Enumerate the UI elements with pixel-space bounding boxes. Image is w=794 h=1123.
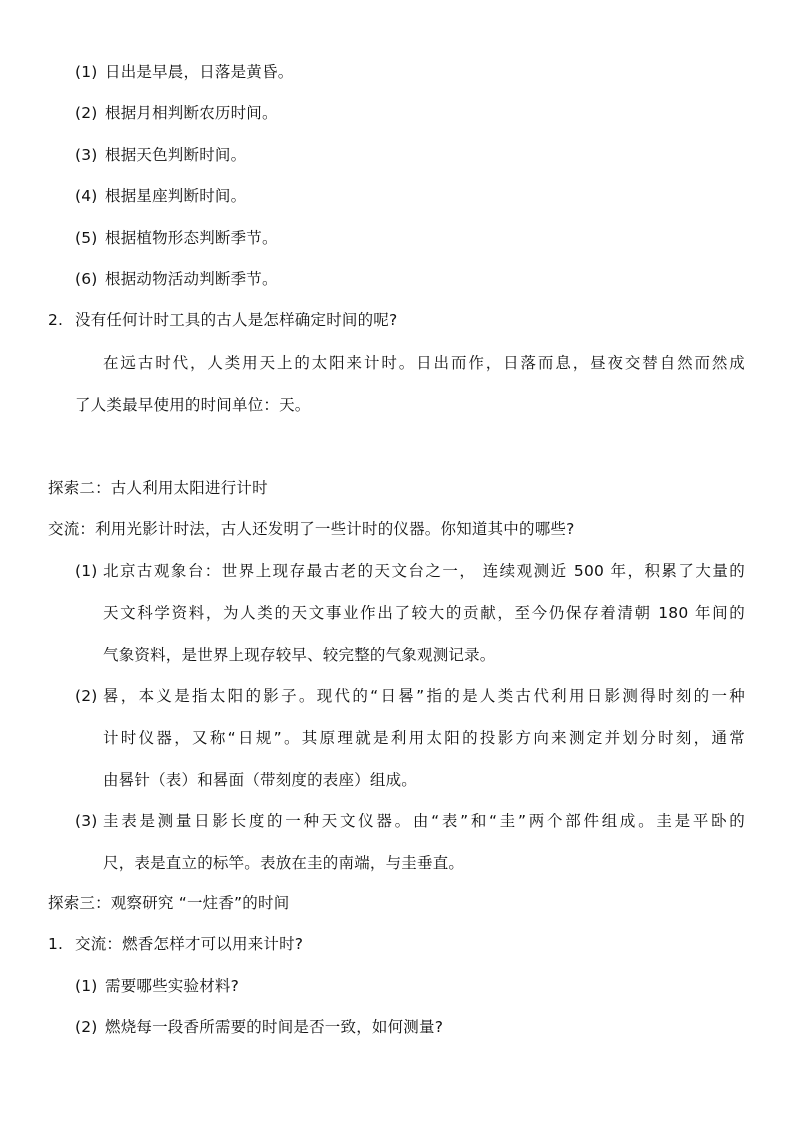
- question-number: 1.: [48, 935, 64, 953]
- item-number: (2): [75, 1018, 98, 1036]
- question-text: 交流：燃香怎样才可以用来计时?: [75, 935, 304, 953]
- list-item-line: 由晷针（表）和晷面（带刻度的表座）组成。: [103, 771, 418, 789]
- item-text: 根据月相判断农历时间。: [105, 104, 278, 122]
- item-text: 日出是早晨，日落是黄昏。: [105, 63, 294, 81]
- answer-paragraph-line: 在远古时代，人类用天上的太阳来计时。日出而作，日落而息，昼夜交替自然而然成: [103, 354, 745, 372]
- item-number: (2): [75, 104, 98, 122]
- item-text: 燃烧每一段香所需要的时间是否一致，如何测量?: [105, 1018, 444, 1036]
- list-item: [75, 103, 278, 123]
- item-number: (4): [75, 187, 98, 205]
- question-item: [48, 934, 303, 954]
- question-number: 2.: [48, 311, 64, 329]
- list-item: [75, 186, 246, 206]
- list-item-number: (1): [75, 562, 98, 580]
- item-number: (3): [75, 146, 98, 164]
- list-item: [75, 269, 278, 289]
- list-item-number: (2): [75, 687, 98, 705]
- list-item: [75, 145, 246, 165]
- list-item-line: 北京古观象台：世界上现存最古老的天文台之一， 连续观测近 500 年，积累了大量的: [103, 562, 745, 580]
- item-number: (1): [75, 977, 98, 995]
- item-number: (6): [75, 270, 98, 288]
- list-item-line: 气象资料，是世界上现存较早、较完整的气象观测记录。: [103, 646, 496, 664]
- list-item-line: 晷，本义是指太阳的影子。现代的“日晷”指的是人类古代利用日影测得时刻的一种: [103, 687, 745, 705]
- item-text: 根据动物活动判断季节。: [105, 270, 278, 288]
- item-text: 需要哪些实验材料?: [105, 977, 240, 995]
- answer-paragraph-line: 了人类最早使用的时间单位：天。: [75, 396, 311, 414]
- item-number: (1): [75, 63, 98, 81]
- list-item-number: (3): [75, 812, 98, 830]
- question-text: 没有任何计时工具的古人是怎样确定时间的呢?: [75, 311, 398, 329]
- item-text: 根据天色判断时间。: [105, 146, 247, 164]
- list-item-line: 天文科学资料，为人类的天文事业作出了较大的贡献，至今仍保存着清朝 180 年间的: [103, 604, 745, 622]
- item-text: 根据星座判断时间。: [105, 187, 247, 205]
- section-title: 探索三：观察研究 “一炷香”的时间: [48, 894, 290, 912]
- item-number: (5): [75, 229, 98, 247]
- item-text: 根据植物形态判断季节。: [105, 229, 278, 247]
- section-title: 探索二：古人利用太阳进行计时: [48, 479, 268, 497]
- list-item: [75, 62, 293, 82]
- list-item-line: 计时仪器，又称“日规”。其原理就是利用太阳的投影方向来测定并划分时刻，通常: [103, 729, 745, 747]
- list-item: [75, 1017, 443, 1037]
- question-item: [48, 310, 397, 330]
- list-item: [75, 976, 239, 996]
- list-item-line: 尺，表是直立的标竿。表放在圭的南端，与圭垂直。: [103, 854, 465, 872]
- exchange-prompt: 交流：利用光影计时法，古人还发明了一些计时的仪器。你知道其中的哪些?: [48, 520, 575, 538]
- list-item-line: 圭表是测量日影长度的一种天文仪器。由“表”和“圭”两个部件组成。圭是平卧的: [103, 812, 745, 830]
- list-item: [75, 228, 278, 248]
